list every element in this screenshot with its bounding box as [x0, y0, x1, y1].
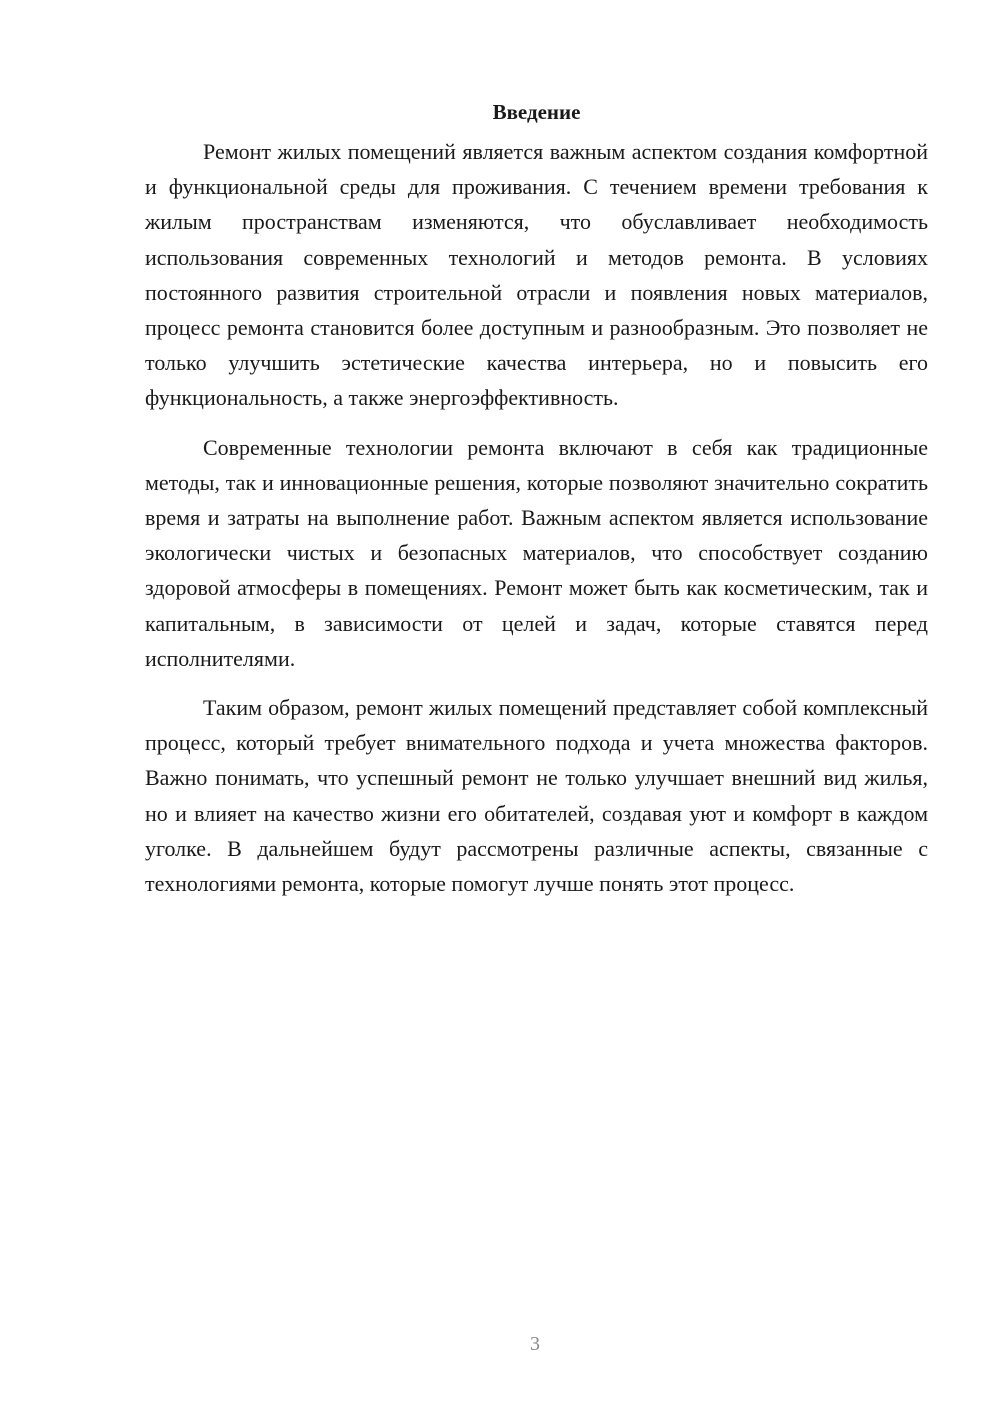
paragraph-1: Ремонт жилых помещений является важным аспектом создания комфортной и функциональной среды для проживания. С течением времени требования к жилым пространствам изменяются, что обуславливает необходимость использования современных технологий и методов ремонта. В условиях постоянного развития строительной отрасли и появления новых материалов, процесс ремонта становится более доступным и разнообразным. Это позволяет не только улучшить эстетические качества интерьера, но и повысить его функциональность, а также энергоэффективность.	[145, 139, 928, 411]
page-number: 3	[530, 1333, 540, 1355]
page-content	[145, 90, 928, 901]
paragraph-2: Современные технологии ремонта включают в себя как традиционные методы, так и инновационные решения, которые позволяют значительно сократить время и затраты на выполнение работ. Важным аспектом является использование экологически чистых и безопасных материалов, что способствует созданию здоровой атмосферы в помещениях. Ремонт может быть как косметическим, так и капитальным, в зависимости от целей и задач, которые ставятся перед исполнителями.	[145, 434, 928, 671]
section-heading: Введение	[492, 100, 581, 124]
paragraph-3: Таким образом, ремонт жилых помещений представляет собой комплексный процесс, который требует внимательного подхода и учета множества факторов. Важно понимать, что успешный ремонт не только улучшает внешний вид жилья, но и влияет на качество жизни его обитателей, создавая уют и комфорт в каждом уголке. В дальнейшем будут рассмотрены различные аспекты, связанные с технологиями ремонта, которые помогут лучше понять этот процесс.	[145, 695, 928, 897]
